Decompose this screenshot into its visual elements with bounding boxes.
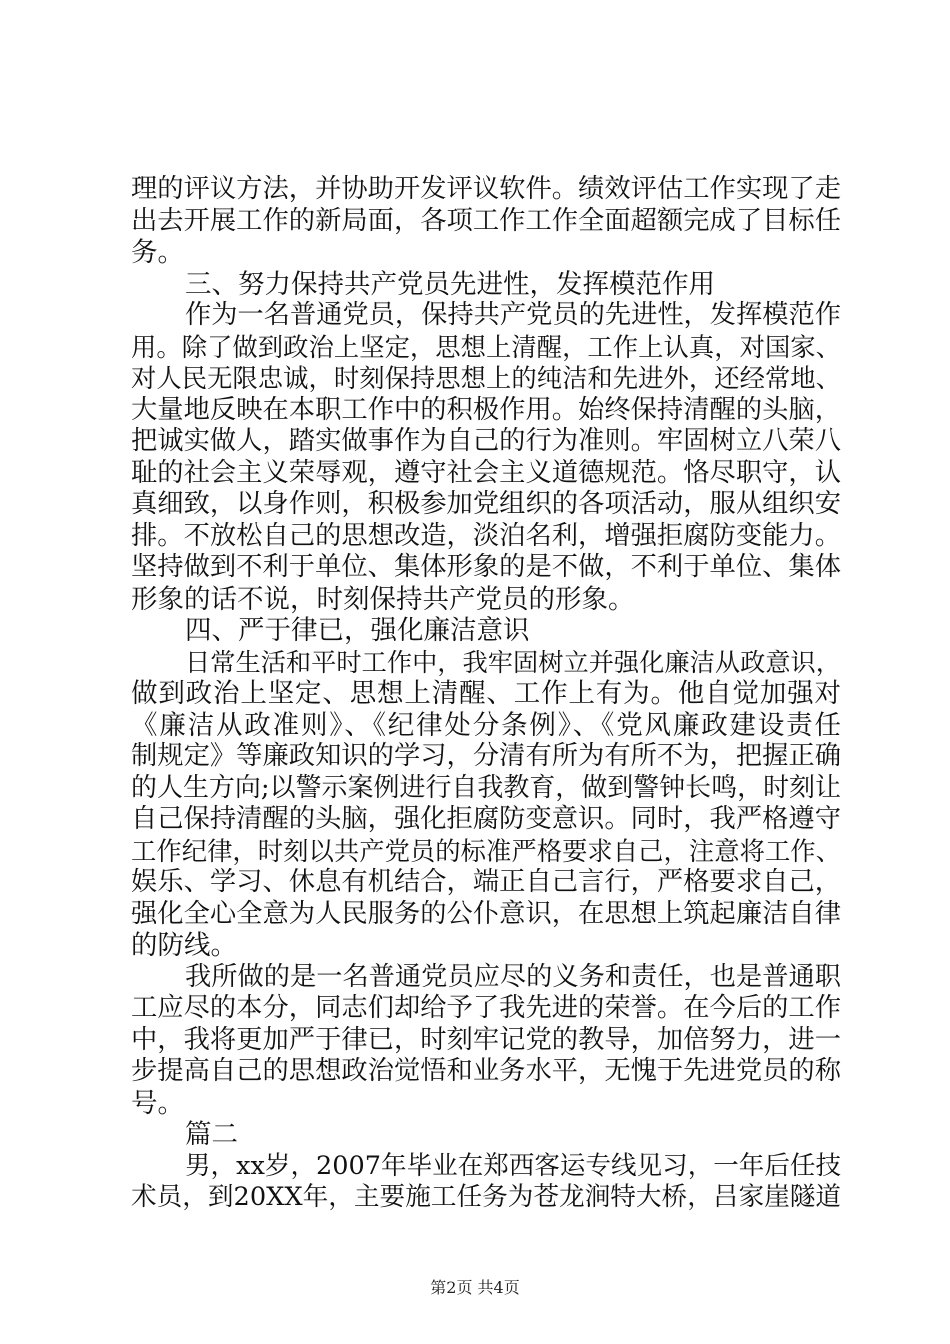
document-body: [131, 174, 841, 1214]
text-line: 三、努力保持共产党员先进性，发挥模范作用: [185, 268, 715, 300]
text-line: 形象的话不说，时刻保持共产党员的形象。: [131, 583, 635, 615]
text-line: 自己保持清醒的头脑，强化拒腐防变意识。同时，我严格遵守: [131, 804, 841, 834]
text-line: 真细致，以身作则，积极参加党组织的各项活动，服从组织安: [131, 489, 841, 519]
text-line: 的人生方向;以警示案例进行自我教育，做到警钟长鸣，时刻让: [131, 772, 841, 803]
text-line: 务。: [131, 237, 184, 268]
text-line: 制规定》等廉政知识的学习，分清有所为有所不为，把握正确: [131, 741, 841, 771]
text-line: 工作纪律，时刻以共产党员的标准严格要求自己，注意将工作、: [131, 835, 841, 866]
text-line: 号。: [131, 1087, 184, 1119]
text-line: 把诚实做人，踏实做事作为自己的行为准则。牢固树立八荣八: [131, 426, 841, 456]
text-line: 日常生活和平时工作中，我牢固树立并强化廉洁从政意识，: [185, 647, 841, 677]
text-line: 作为一名普通党员，保持共产党员的先进性，发挥模范作: [185, 300, 841, 330]
text-line: 出去开展工作的新局面，各项工作工作全面超额完成了目标任: [131, 205, 841, 236]
page-footer: 第2页 共4页: [430, 1278, 520, 1297]
text-line: 强化全心全意为人民服务的公仆意识，在思想上筑起廉洁自律: [131, 898, 841, 929]
text-line: 用。除了做到政治上坚定，思想上清醒，工作上认真，对国家、: [131, 331, 841, 362]
text-line: 的防线。: [131, 930, 237, 961]
text-line: 《廉洁从政准则》、《纪律处分条例》、《党风廉政建设责任: [131, 709, 841, 741]
text-line: 排。不放松自己的思想改造，淡泊名利，增强拒腐防变能力。: [131, 520, 841, 551]
text-line: 大量地反映在本职工作中的积极作用。始终保持清醒的头脑，: [131, 394, 841, 425]
text-line: 术员，到20XX年，主要施工任务为苍龙涧特大桥，吕家崖隧道: [131, 1182, 841, 1212]
text-line: 对人民无限忠诚，时刻保持思想上的纯洁和先进外，还经常地、: [131, 363, 841, 393]
text-line: 中，我将更加严于律已，时刻牢记党的教导，加倍努力，进一: [131, 1024, 841, 1055]
text-line: 步提高自己的思想政治觉悟和业务水平，无愧于先进党员的称: [131, 1056, 841, 1086]
text-line: 工应尽的本分，同志们却给予了我先进的荣誉。在今后的工作: [131, 993, 841, 1023]
text-line: 娱乐、学习、休息有机结合，端正自己言行，严格要求自己，: [131, 867, 841, 897]
text-line: 男，xx岁，2007年毕业在郑西客运专线见习，一年后任技: [185, 1150, 841, 1181]
text-line: 坚持做到不利于单位、集体形象的是不做，不利于单位、集体: [131, 552, 841, 582]
text-line: 四、严于律已，强化廉洁意识: [185, 615, 530, 646]
text-line: 做到政治上坚定、思想上清醒、工作上有为。他自觉加强对: [131, 678, 841, 709]
text-line: 篇二: [185, 1119, 238, 1150]
text-line: 理的评议方法，并协助开发评议软件。绩效评估工作实现了走: [131, 174, 841, 204]
text-line: 耻的社会主义荣辱观，遵守社会主义道德规范。恪尽职守，认: [131, 457, 841, 488]
text-line: 我所做的是一名普通党员应尽的义务和责任，也是普通职: [185, 961, 841, 992]
